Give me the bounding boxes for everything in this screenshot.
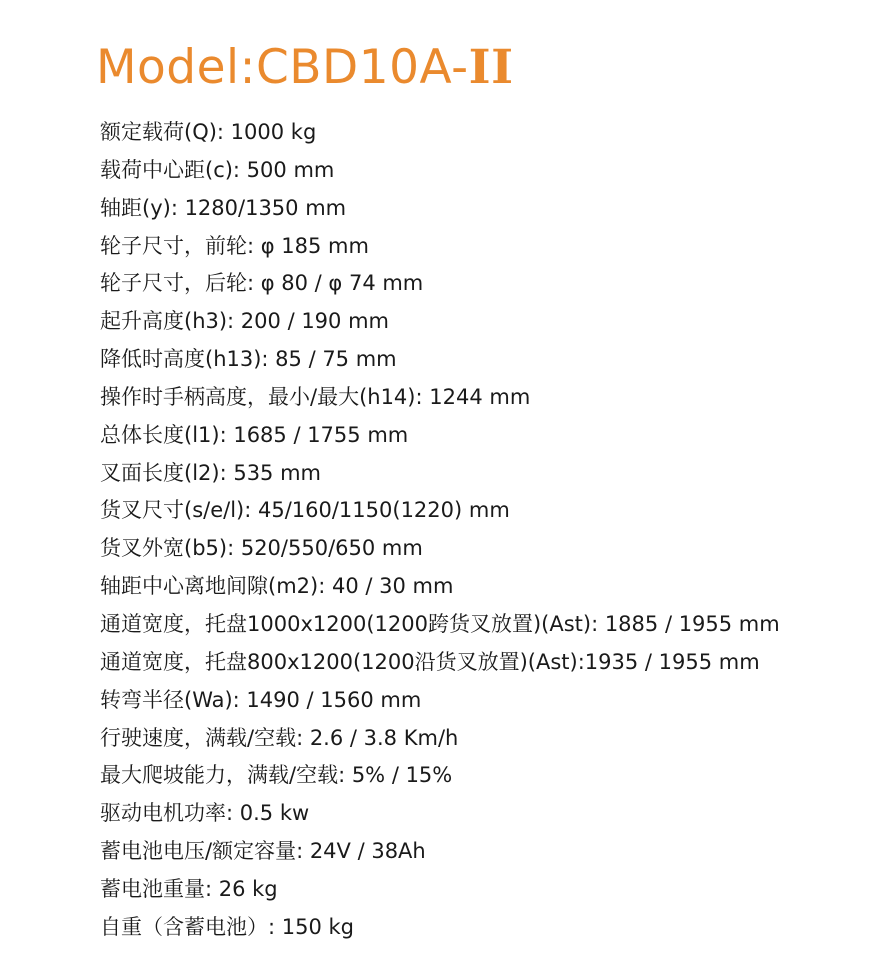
spec-row: 额定载荷(Q): 1000 kg <box>100 120 317 144</box>
spec-row: 转弯半径(Wa): 1490 / 1560 mm <box>100 687 422 712</box>
spec-row: 叉面长度(l2): 535 mm <box>100 460 322 485</box>
spec-row: 驱动电机功率: 0.5 kw <box>100 801 310 826</box>
model-title <box>96 38 514 98</box>
spec-row: 通道宽度，托盘800x1200(1200沿货叉放置)(Ast):1935 / 1955 mm <box>100 649 760 674</box>
spec-row: 轴距中心离地间隙(m2): 40 / 30 mm <box>100 574 454 599</box>
spec-row: 起升高度(h3): 200 / 190 mm <box>100 309 389 334</box>
spec-row: 货叉尺寸(s/e/l): 45/160/1150(1220) mm <box>100 498 510 523</box>
model-title-roman: II <box>468 40 514 95</box>
spec-row: 总体长度(l1): 1685 / 1755 mm <box>100 422 409 447</box>
spec-row: 行驶速度，满载/空载: 2.6 / 3.8 Km/h <box>100 725 459 750</box>
model-title-text: Model:CBD10A- <box>96 40 469 95</box>
spec-row: 通道宽度，托盘1000x1200(1200跨货叉放置)(Ast): 1885 / 1955 mm <box>100 611 780 636</box>
spec-row: 轮子尺寸，后轮: φ 80 / φ 74 mm <box>100 271 424 296</box>
spec-row: 载荷中心距(c): 500 mm <box>100 157 335 182</box>
spec-row: 最大爬坡能力，满载/空载: 5% / 15% <box>100 763 453 788</box>
spec-row: 货叉外宽(b5): 520/550/650 mm <box>100 536 423 561</box>
spec-row: 轮子尺寸，前轮: φ 185 mm <box>100 233 369 258</box>
spec-row: 操作时手柄高度，最小/最大(h14): 1244 mm <box>100 384 531 409</box>
spec-row: 降低时高度(h13): 85 / 75 mm <box>100 347 397 372</box>
spec-row: 轴距(y): 1280/1350 mm <box>100 195 347 220</box>
spec-row: 蓄电池电压/额定容量: 24V / 38Ah <box>100 839 426 864</box>
spec-row: 自重（含蓄电池）: 150 kg <box>100 914 354 939</box>
spec-row: 蓄电池重量: 26 kg <box>100 876 278 901</box>
spec-list <box>100 114 780 947</box>
